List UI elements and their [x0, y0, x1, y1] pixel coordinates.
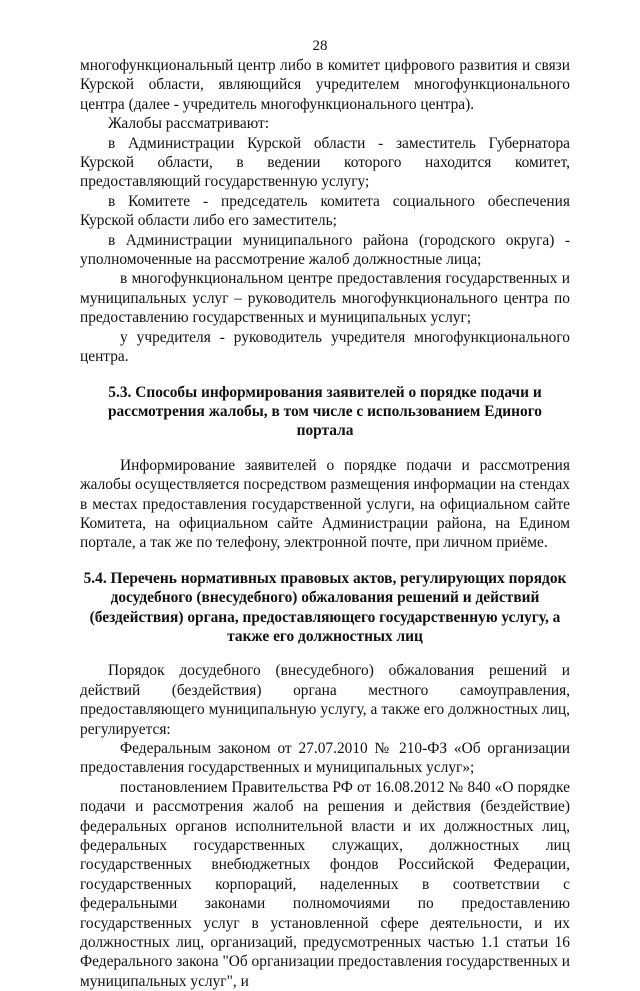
paragraph-federal-law: Федеральным законом от 27.07.2010 № 210-ФЗ «Об организации предоставления государственных и муниципальных услуг»; — [80, 740, 570, 777]
page-number: 28 — [312, 38, 328, 54]
paragraph-complaints-intro: Жалобы рассматривают: — [108, 115, 270, 133]
section-heading-5-4: 5.4. Перечень нормативных правовых актов, регулирующих порядок досудебного (внесудебного) обжалования решений и действий (бездействия) органа, предоставляющего государственную услугу, а также его должностных лиц — [83, 569, 567, 645]
paragraph-procedure: Порядок досудебного (внесудебного) обжалования решений и действий (бездействия) органа местного самоуправления, предоставляющего муниципальную услугу, а также его должностных лиц, регулируется: — [80, 662, 570, 738]
paragraph-founder: у учредителя - руководитель учредителя многофункционального центра. — [80, 328, 570, 366]
section-heading-5-3: 5.3. Способы информирования заявителей о порядке подачи и рассмотрения жалобы, в том числе с использованием Единого портала — [107, 383, 542, 440]
page-content — [80, 56, 570, 991]
paragraph-municipal-administration: в Администрации муниципального района (городского округа) - уполномоченные на рассмотрение жалоб должностные лица; — [80, 231, 570, 269]
paragraph-government-decree: постановлением Правительства РФ от 16.08.2012 № 840 «О порядке подачи и рассмотрения жалоб на решения и действия (бездействие) федеральных органов исполнительной власти и их должностных лиц, федеральных государственных служащих, должностных лиц государственных внебюджетных фондов Российской Федерации, государственных корпораций, наделенных в соответствии с федеральными законами полномочиями по предоставлению государственных услуг в установленной сфере деятельности, и их должностных лиц, организаций, предусмотренных частью 1.1 статьи 16 Федерального закона "Об организации предоставления государственных и муниципальных услуг", и — [80, 778, 570, 990]
paragraph-mfc: в многофункциональном центре предоставления государственных и муниципальных услуг – руководитель многофункционального центра по предоставлению государственных и муниципальных услуг; — [80, 270, 570, 327]
paragraph-informing: Информирование заявителей о порядке подачи и рассмотрения жалобы осуществляется посредством размещения информации на стендах в местах предоставления государственной услуги, на официальном сайте Комитета, на официальном сайте Администрации района, на Едином портале, а так же по телефону, электронной почте, при личном приёме. — [80, 456, 570, 552]
paragraph-continuation: многофункциональный центр либо в комитет цифрового развития и связи Курской области, являющийся учредителем многофункционального центра (далее - учредитель многофункционального центра). — [80, 57, 570, 113]
paragraph-committee: в Комитете - председатель комитета социального обеспечения Курской области либо его заместитель; — [80, 192, 570, 230]
paragraph-governor-administration: в Администрации Курской области - заместитель Губернатора Курской области, в ведении которого находится комитет, предоставляющий государственную услугу; — [80, 134, 570, 191]
